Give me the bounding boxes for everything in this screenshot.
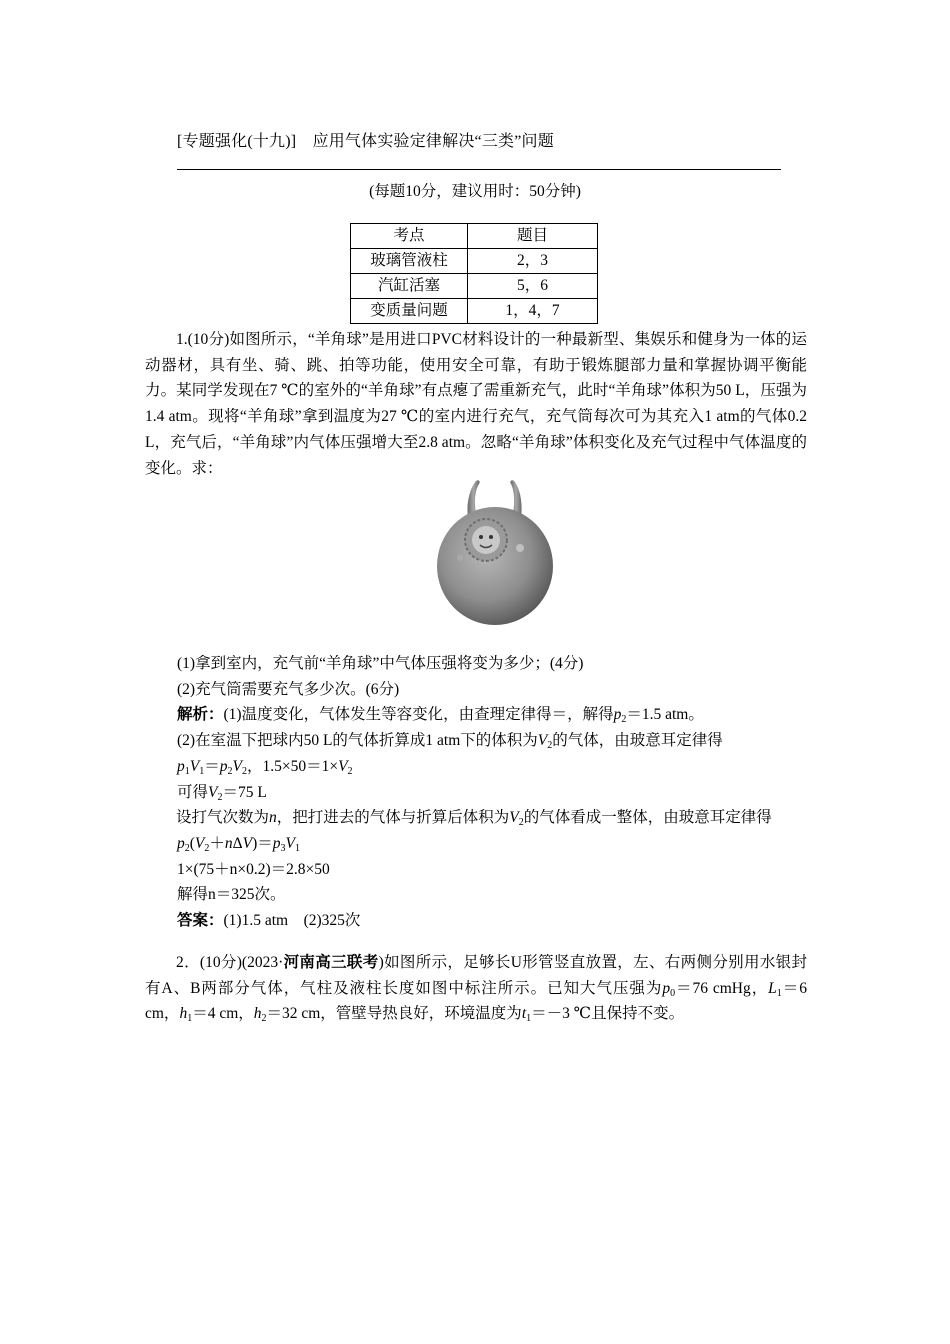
table-cell: 1，4，7 bbox=[468, 299, 598, 324]
table-header-row bbox=[351, 224, 598, 249]
table-cell: 2，3 bbox=[468, 249, 598, 274]
result-v2: 可得$V_2=75$ L bbox=[177, 783, 267, 803]
question-1-stem: 1.(10分)如图所示，“羊角球”是用进口PVC材料设计的一种最新型、集娱乐和健身为一体的运动器材，具有坐、骑、跳、拍等功能，使用安全可靠，有助于锻炼腿部力量和掌握协调平衡能力。某同学发现在7 ℃的室外的“羊角球”有点瘪了需重新充气，此时“羊角球”体积为50 L，压强为1.4 atm。现将“羊角球”拿到温度为27 ℃的室内进行充气，充气筒每次可为其充入1 atm的气体0.2 L，充气后，“羊角球”内气体压强增大至2.8 atm。忽略“羊角球”体积变化及充气过程中气体温度的变化。求： bbox=[145, 331, 807, 477]
title-rule bbox=[177, 169, 781, 170]
table-row bbox=[351, 249, 598, 274]
solution-line: 解得n＝325次。 bbox=[177, 886, 286, 904]
analysis-part-1: 解析：(1)温度变化，气体发生等容变化，由查理定律得＝，解得$p_2=1.5$ atm。 bbox=[177, 706, 704, 726]
topic-table bbox=[350, 223, 598, 324]
assumption-text: 设打气次数为n，把打进去的气体与折算后体积为$V_2$的气体看成一整体，由玻意耳定律得 bbox=[176, 809, 772, 829]
table-cell: 汽缸活塞 bbox=[351, 274, 468, 299]
equation-boyle-1: $p_1V_1=p_2V_2$，$1.5\times 50=1\times V_2$ bbox=[177, 757, 353, 777]
analysis-part-2: (2)在室温下把球内50 L的气体折算成1 atm下的体积为$V_2$的气体，由玻意耳定律得 bbox=[177, 732, 723, 752]
table-row bbox=[351, 299, 598, 324]
time-note: (每题10分，建议用时：50分钟) bbox=[369, 183, 581, 200]
equation-numeric: 1×(75＋n×0.2)＝2.8×50 bbox=[177, 860, 330, 878]
analysis-label: 解析： bbox=[177, 706, 224, 724]
sub-question-2: (2)充气筒需要充气多少次。(6分) bbox=[177, 680, 400, 698]
question-2-stem: 2．(10分)(2023·河南高三联考)如图所示，足够长U形管竖直放置，左、右两侧分别用水银封有A、B两部分气体，气柱及液柱长度如图中标注所示。已知大气压强为$p_0=76$ cmHg，$L_1=6$ cm，$h_1=4$ cm，$h_2=32$ cm，管壁导热良好，环境温度为$t_1=-3$ ℃且保持不变。 bbox=[145, 954, 807, 1025]
equation-boyle-2: $p_2(V_2+n\Delta V)=p_3V_1$ bbox=[177, 834, 300, 854]
table-cell: 玻璃管液柱 bbox=[351, 249, 468, 274]
question-1 bbox=[145, 327, 807, 481]
answer-line: 答案：(1)1.5 atm (2)325次 bbox=[177, 912, 361, 930]
table-header-cell: 题目 bbox=[468, 224, 598, 249]
page-title: [专题强化(十九)] 应用气体实验定律解决“三类”问题 bbox=[177, 133, 554, 150]
question-2 bbox=[145, 950, 807, 1027]
table-row bbox=[351, 274, 598, 299]
answer-label: 答案： bbox=[177, 912, 224, 930]
sub-question-1: (1)拿到室内，充气前“羊角球”中气体压强将变为多少；(4分) bbox=[177, 655, 584, 672]
table-cell: 5，6 bbox=[468, 274, 598, 299]
question-2-source: 河南高三联考 bbox=[283, 954, 379, 971]
question-1-parts bbox=[145, 651, 807, 934]
table-cell: 变质量问题 bbox=[351, 299, 468, 324]
table-header-cell: 考点 bbox=[351, 224, 468, 249]
hopper-ball-image bbox=[430, 478, 560, 628]
